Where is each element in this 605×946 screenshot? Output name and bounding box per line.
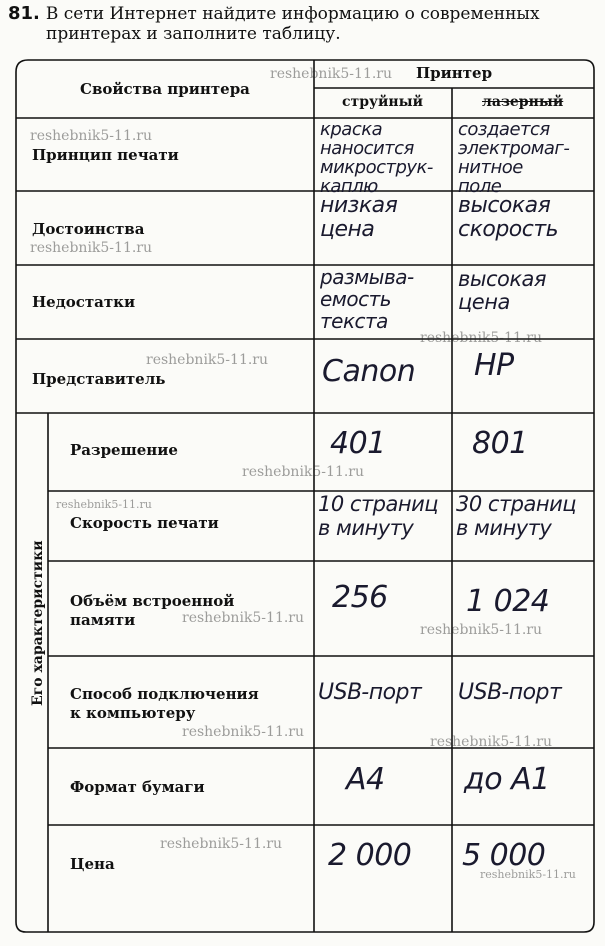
answer-inkjet-resolution: 401 (330, 426, 386, 461)
answer-inkjet-print-speed: 10 страниц в минуту (318, 492, 439, 540)
watermark: reshebnik5-11.ru (30, 240, 153, 256)
header-properties: Свойства принтера (80, 80, 250, 98)
answer-inkjet-representative: Canon (322, 354, 416, 389)
watermark: reshebnik5-11.ru (56, 498, 152, 511)
watermark: reshebnik5-11.ru (270, 66, 393, 82)
watermark: reshebnik5-11.ru (146, 352, 269, 368)
task-statement (8, 4, 598, 44)
header-printer: Принтер (416, 64, 493, 82)
watermark: reshebnik5-11.ru (430, 734, 553, 750)
row-label-connection: Способ подключения к компьютеру (70, 685, 259, 722)
answer-laser-advantages: высокая скорость (458, 193, 559, 242)
answer-laser-connection: USB-порт (458, 680, 562, 705)
answer-laser-paper-format: до A1 (464, 762, 550, 797)
row-label-memory: Объём встроенной памяти (70, 592, 235, 629)
answer-inkjet-price: 2 000 (328, 838, 412, 873)
row-label-print-speed: Скорость печати (70, 514, 219, 532)
answer-laser-representative: HP (474, 348, 514, 383)
row-label-resolution: Разрешение (70, 441, 178, 459)
row-label-advantages: Достоинства (32, 220, 145, 238)
header-inkjet: струйный (342, 94, 423, 110)
answer-inkjet-memory: 256 (332, 580, 388, 615)
answer-inkjet-connection: USB-порт (318, 680, 422, 705)
row-label-disadvantages: Недостатки (32, 293, 136, 311)
task-number: 81. (8, 3, 40, 24)
watermark: reshebnik5-11.ru (182, 724, 305, 740)
answer-inkjet-advantages: низкая цена (320, 193, 398, 242)
answer-laser-principle: создается электромаг- нитное поле (458, 119, 570, 197)
group-label-characteristics: Его характеристики (30, 540, 46, 706)
header-laser: лазерный (482, 94, 564, 110)
task-text-line2: принтерах и заполните таблицу. (46, 24, 341, 44)
watermark: reshebnik5-11.ru (160, 836, 283, 852)
row-label-paper-format: Формат бумаги (70, 778, 205, 796)
watermark: reshebnik5-11.ru (480, 868, 576, 881)
answer-inkjet-principle: краска наносится микрострук- каплю (320, 119, 433, 197)
row-label-price: Цена (70, 855, 115, 873)
answer-laser-resolution: 801 (472, 426, 528, 461)
watermark: reshebnik5-11.ru (420, 330, 543, 346)
watermark: reshebnik5-11.ru (182, 610, 305, 626)
watermark: reshebnik5-11.ru (420, 622, 543, 638)
task-text-line1: В сети Интернет найдите информацию о современных (45, 4, 540, 24)
answer-inkjet-paper-format: A4 (346, 762, 385, 797)
row-label-principle: Принцип печати (32, 146, 179, 164)
answer-inkjet-disadvantages: размыва- емость текста (320, 265, 414, 333)
row-label-representative: Представитель (32, 370, 166, 388)
answer-laser-print-speed: 30 страниц в минуту (456, 492, 577, 540)
answer-laser-price: 5 000 (462, 838, 546, 873)
watermark: reshebnik5-11.ru (242, 464, 365, 480)
answer-laser-disadvantages: высокая цена (458, 267, 547, 314)
answer-laser-memory: 1 024 (466, 584, 550, 619)
watermark: reshebnik5-11.ru (30, 128, 153, 144)
printer-table (14, 58, 596, 934)
